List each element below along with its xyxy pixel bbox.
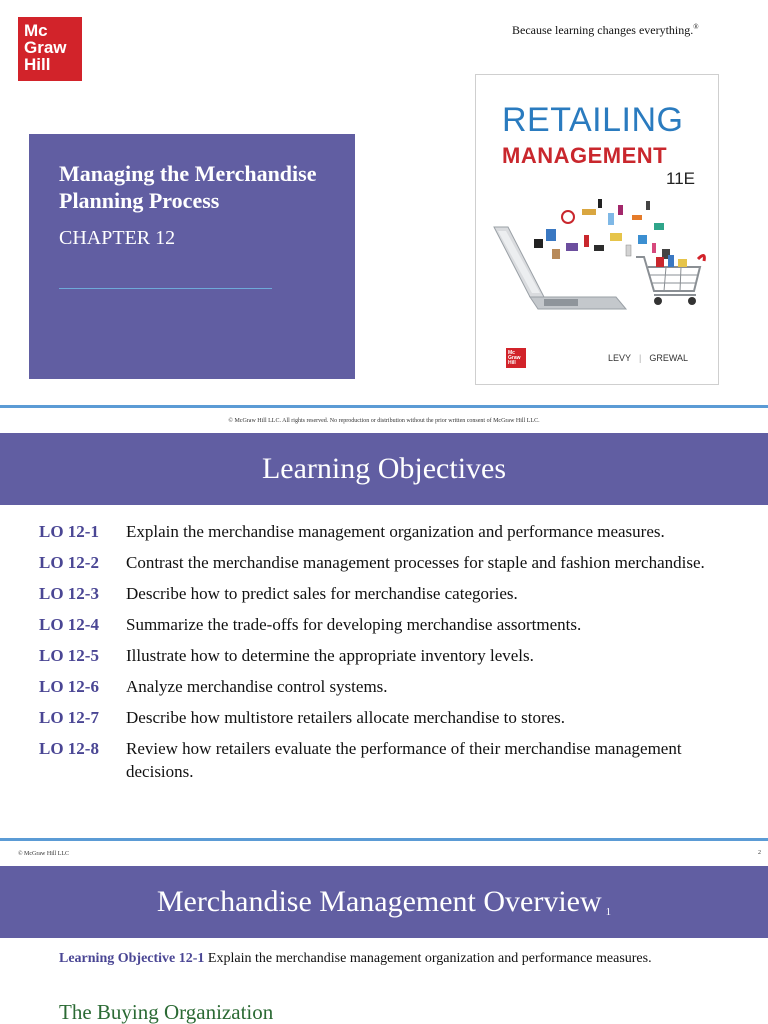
cover-publisher-logo bbox=[506, 348, 526, 368]
cover-logo-line: Mc bbox=[508, 350, 515, 356]
logo-line: Mc bbox=[24, 21, 48, 40]
cover-title-line1: RETAILING bbox=[502, 101, 684, 139]
objective-text: Describe how multistore retailers allocate merchandise to stores. bbox=[126, 708, 566, 727]
slide-divider bbox=[0, 838, 768, 841]
mcgraw-hill-logo bbox=[18, 17, 82, 81]
list-item bbox=[39, 675, 739, 698]
list-item bbox=[39, 582, 739, 605]
book-cover bbox=[475, 74, 719, 385]
list-item bbox=[39, 737, 739, 783]
list-item bbox=[39, 520, 739, 543]
footer-copyright: © McGraw Hill LLC bbox=[18, 851, 70, 857]
cover-authors bbox=[608, 353, 688, 363]
copyright-notice: © McGraw Hill LLC. All rights reserved. No reproduction or distribution without the prior written consent of McGraw Hill LLC. bbox=[228, 418, 540, 424]
section-subheading: The Buying Organization bbox=[59, 1000, 274, 1024]
list-item bbox=[39, 706, 739, 729]
heading-superscript: 1 bbox=[605, 906, 612, 918]
learning-objectives-heading: Learning Objectives bbox=[0, 433, 768, 505]
tagline-text: Because learning changes everything. bbox=[512, 23, 694, 37]
author-levy: LEVY bbox=[608, 353, 632, 363]
objective-text: Analyze merchandise control systems. bbox=[126, 677, 388, 696]
objective-code: LO 12-7 bbox=[39, 708, 99, 727]
objective-text: Describe how to predict sales for merchandise categories. bbox=[126, 584, 518, 603]
chapter-number: CHAPTER 12 bbox=[59, 227, 176, 249]
objective-code: LO 12-1 bbox=[39, 522, 99, 541]
objective-text: Contrast the merchandise management processes for staple and fashion merchandise. bbox=[126, 553, 705, 572]
tagline bbox=[512, 23, 699, 38]
list-item bbox=[39, 613, 739, 636]
list-item bbox=[39, 644, 739, 667]
cover-logo-line: Graw bbox=[508, 355, 521, 361]
objectives-list bbox=[39, 520, 739, 791]
objective-text: Illustrate how to determine the appropriate inventory levels. bbox=[126, 646, 534, 665]
title-divider bbox=[59, 288, 272, 289]
list-item bbox=[39, 551, 739, 574]
objective-code: LO 12-4 bbox=[39, 615, 99, 634]
objective-code: LO 12-6 bbox=[39, 677, 99, 696]
objective-text: Review how retailers evaluate the performance of their merchandise management decisions. bbox=[126, 739, 682, 781]
cover-title-line2: MANAGEMENT bbox=[502, 143, 668, 168]
learning-objective-label: Learning Objective 12-1 bbox=[59, 951, 205, 966]
learning-objective-text: Explain the merchandise management organization and performance measures. bbox=[207, 951, 652, 966]
logo-line: Hill bbox=[24, 55, 51, 74]
chapter-title-box bbox=[29, 134, 355, 379]
author-separator: | bbox=[639, 353, 642, 363]
chapter-title: Managing the Merchandise Planning Process bbox=[59, 161, 317, 213]
registered-mark: ® bbox=[693, 23, 699, 31]
objective-code: LO 12-3 bbox=[39, 584, 99, 603]
objective-text: Summarize the trade-offs for developing merchandise assortments. bbox=[126, 615, 582, 634]
logo-line: Graw bbox=[24, 38, 67, 57]
slide-divider bbox=[0, 405, 768, 408]
learning-objective-line bbox=[59, 951, 652, 967]
objective-text: Explain the merchandise management organization and performance measures. bbox=[126, 522, 665, 541]
objective-code: LO 12-5 bbox=[39, 646, 99, 665]
objective-code: LO 12-8 bbox=[39, 739, 99, 758]
cover-logo-line: Hill bbox=[508, 360, 516, 366]
author-grewal: GREWAL bbox=[649, 353, 689, 363]
objective-code: LO 12-2 bbox=[39, 553, 99, 572]
overview-heading bbox=[0, 866, 768, 938]
cover-illustration bbox=[486, 187, 712, 337]
page-number: 2 bbox=[758, 850, 761, 856]
overview-heading-text: Merchandise Management Overview bbox=[156, 885, 602, 918]
cover-edition: 11E bbox=[666, 169, 695, 188]
